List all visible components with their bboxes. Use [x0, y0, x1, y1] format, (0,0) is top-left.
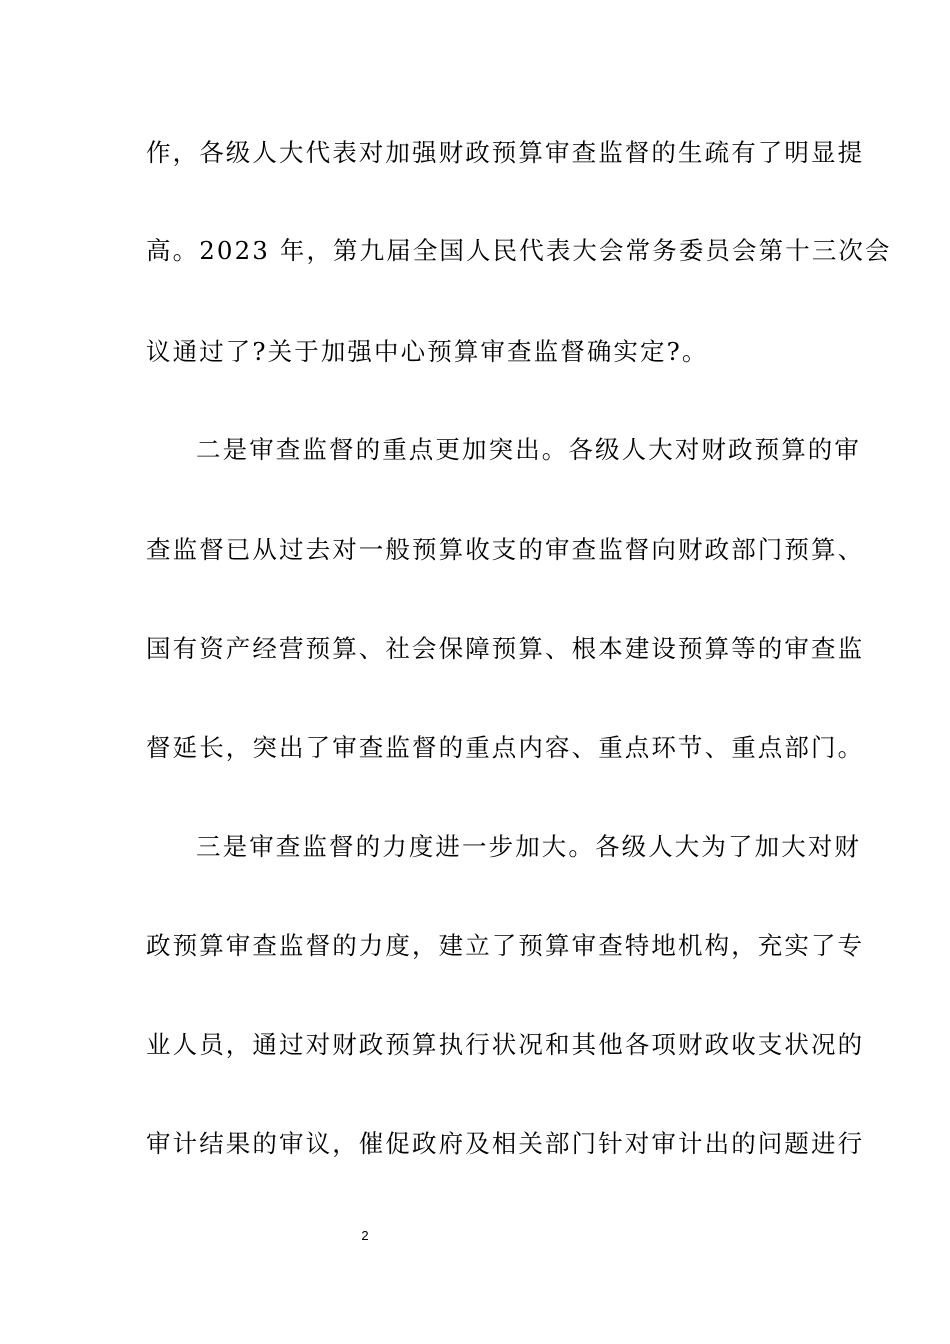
paragraph-start-line: 三是审查监督的力度进一步加大。各级人大为了加大对财 — [196, 832, 861, 861]
paragraph-start-line: 二是审查监督的重点更加突出。各级人大对财政预算的审 — [196, 435, 861, 464]
text-line: 作，各级人大代表对加强财政预算审查监督的生疏有了明显提 — [146, 138, 865, 167]
text-line: 高。2023 年，第九届全国人民代表大会常务委员会第十三次会 — [146, 236, 892, 265]
text-line: 业人员，通过对财政预算执行状况和其他各项财政收支状况的 — [146, 1030, 865, 1059]
text-line: 审计结果的审议，催促政府及相关部门针对审计出的问题进行 — [146, 1129, 865, 1158]
text-line: 督延长，突出了审查监督的重点内容、重点环节、重点部门。 — [146, 733, 865, 762]
text-line: 国有资产经营预算、社会保障预算、根本建设预算等的审查监 — [146, 634, 865, 663]
text-line: 政预算审查监督的力度，建立了预算审查特地机构，充实了专 — [146, 931, 865, 960]
page-number: 2 — [361, 1228, 369, 1243]
text-line: 议通过了?关于加强中心预算审查监督确实定?。 — [146, 337, 709, 366]
text-line: 查监督已从过去对一般预算收支的审查监督向财政部门预算、 — [146, 535, 865, 564]
